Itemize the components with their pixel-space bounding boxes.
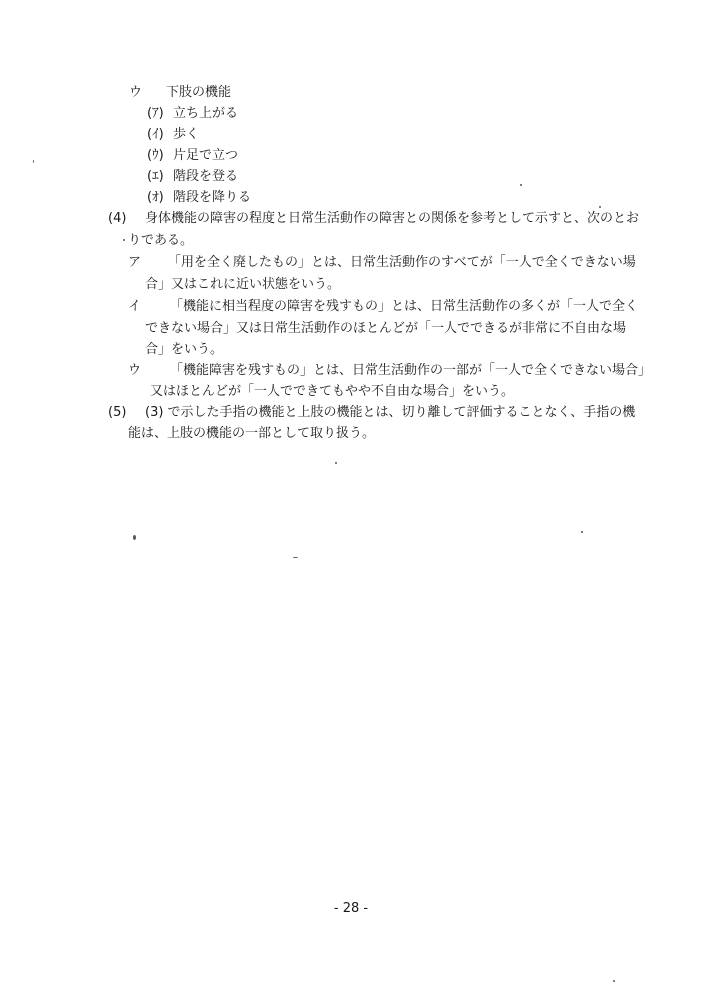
item-marker: ウ — [128, 363, 142, 378]
item-marker: イ — [128, 299, 142, 314]
item-line: 「用を全く廃したもの」とは、日常生活動作のすべてが「一人で全くできない場 — [168, 255, 636, 270]
scan-speck — [123, 239, 125, 241]
item-line: できない場合」又は日常生活動作のほとんどが「一人でできるが非常に不自由な場 — [145, 321, 627, 336]
paragraph-marker: (4) — [108, 211, 127, 226]
scan-speck — [133, 535, 136, 540]
item-line: 「機能に相当程度の障害を残すもの」とは、日常生活動作の多くが「一人で全く — [170, 299, 639, 314]
list-item: 歩く — [173, 127, 200, 142]
item-line: 合」をいう。 — [145, 342, 224, 357]
scan-speck — [335, 462, 337, 464]
paragraph-line: 身体機能の障害の程度と日常生活動作の障害との関係を参考として示すと、次のとお — [145, 211, 640, 226]
list-item: 階段を登る — [173, 169, 239, 184]
list-item: 立ち上がる — [173, 106, 239, 121]
paragraph-line: (3) で示した手指の機能と上肢の機能とは、切り離して評価することなく、手指の機 — [145, 405, 636, 420]
item-line: 合」又はこれに近い状態をいう。 — [145, 277, 341, 292]
section-title: 下肢の機能 — [166, 85, 232, 100]
page-number: - 28 - — [333, 901, 369, 916]
item-line: 又はほとんどが「一人でできてもやや不自由な場合」をいう。 — [150, 384, 515, 399]
list-item-marker: (ｲ) — [147, 127, 164, 142]
paragraph-marker: (5) — [108, 405, 127, 420]
list-item-marker: (ｵ) — [147, 190, 164, 205]
list-item: 片足で立つ — [173, 148, 239, 163]
list-item-marker: (ｴ) — [147, 169, 164, 184]
scan-speck — [33, 160, 34, 163]
scan-speck — [613, 980, 615, 982]
list-item-marker: (ｳ) — [147, 148, 164, 163]
scan-speck — [293, 557, 298, 558]
list-item-marker: (ｱ) — [147, 106, 164, 121]
paragraph-line: 能は、上肢の機能の一部として取り扱う。 — [128, 426, 376, 441]
item-line: 「機能障害を残すもの」とは、日常生活動作の一部が「一人で全くできない場合」 — [170, 363, 652, 378]
item-marker: ア — [128, 255, 142, 270]
scan-speck — [599, 206, 601, 208]
scan-speck — [581, 531, 583, 533]
section-marker: ウ — [129, 85, 143, 100]
list-item: 階段を降りる — [173, 190, 252, 205]
paragraph-line: りである。 — [128, 233, 194, 248]
scan-speck — [520, 184, 522, 186]
